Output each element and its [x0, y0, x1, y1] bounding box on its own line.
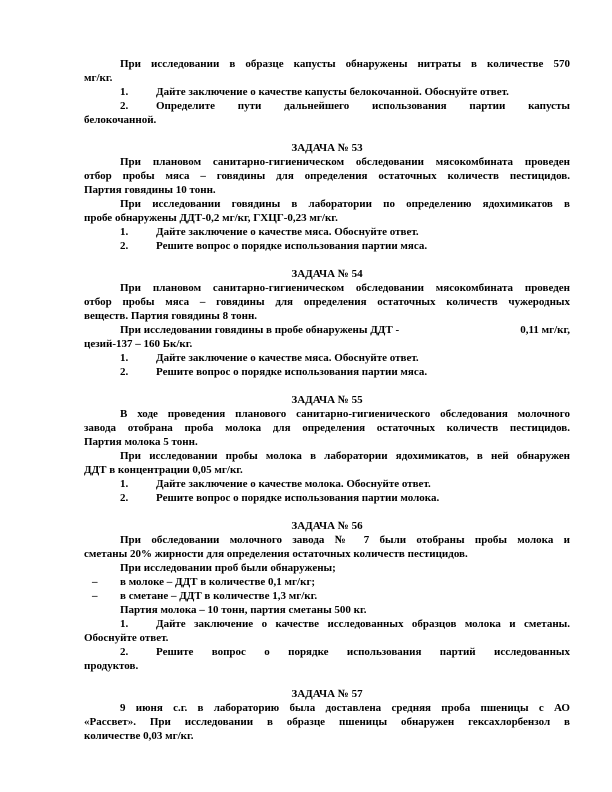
list-number: 1.	[120, 352, 129, 364]
list-number: 2.	[120, 100, 129, 112]
paragraph-line: При плановом санитарно-гигиеническом обследовании мясокомбината проведен	[120, 282, 570, 294]
paragraph-line: отбор пробы мяса – говядины для определения остаточных количеств пестицидов.	[84, 170, 570, 182]
task-title: ЗАДАЧА № 53	[291, 142, 363, 154]
paragraph-line: В ходе проведения планового санитарно-гигиенического обследования молочного	[120, 408, 570, 420]
paragraph-line: белокочанной.	[84, 114, 157, 126]
list-dash: –	[92, 576, 98, 588]
paragraph-line: ДДТ в концентрации 0,05 мг/кг.	[84, 464, 243, 476]
paragraph-line: Партия молока – 10 тонн, партия сметаны 500 кг.	[120, 604, 367, 616]
list-number: 1.	[120, 478, 129, 490]
list-number: 2.	[120, 366, 129, 378]
paragraph-line: При обследовании молочного завода № 7 были отобраны пробы молока и	[120, 534, 570, 546]
paragraph-line: завода отобрана проба молока для определения остаточных количеств пестицидов.	[84, 422, 570, 434]
list-number: 1.	[120, 618, 129, 630]
paragraph-line: При плановом санитарно-гигиеническом обследовании мясокомбината проведен	[120, 156, 570, 168]
paragraph-line	[84, 324, 570, 337]
paragraph-line: Обоснуйте ответ.	[84, 632, 169, 644]
list-number: 2.	[120, 492, 129, 504]
task-title: ЗАДАЧА № 55	[291, 394, 363, 406]
task-title: ЗАДАЧА № 56	[291, 520, 363, 532]
paragraph-line: 9 июня с.г. в лабораторию была доставлена средняя проба пшеницы с АО	[120, 702, 570, 714]
list-number: 2.	[120, 646, 129, 658]
paragraph-line: продуктов.	[84, 660, 139, 672]
paragraph-line: отбор пробы мяса – говядины для определения остаточных количеств чужеродных	[84, 296, 570, 308]
paragraph-line: пробе обнаружены ДДТ-0,2 мг/кг, ГХЦГ-0,23 мг/кг.	[84, 212, 338, 224]
list-text: Решите вопрос о порядке использования партии мяса.	[156, 240, 428, 252]
list-text: Дайте заключение о качестве мяса. Обоснуйте ответ.	[156, 226, 419, 238]
paragraph-line: При исследовании пробы молока в лаборатории ядохимикатов, в ней обнаружен	[120, 450, 570, 462]
list-text: Дайте заключение о качестве молока. Обоснуйте ответ.	[156, 478, 431, 490]
paragraph-line: При исследовании в образце капусты обнаружены нитраты в количестве 570	[120, 58, 570, 70]
list-text: в молоке – ДДТ в количестве 0,1 мг/кг;	[120, 576, 316, 588]
list-text: Определите пути дальнейшего использования партии капусты	[156, 100, 570, 112]
paragraph-line: количестве 0,03 мг/кг.	[84, 730, 194, 742]
paragraph-text: При исследовании говядины в пробе обнаружены ДДТ -	[120, 324, 400, 336]
paragraph-line: При исследовании проб были обнаружены;	[120, 562, 336, 574]
list-text: Дайте заключение о качестве исследованных образцов молока и сметаны.	[156, 618, 570, 630]
paragraph-line: цезий-137 – 160 Бк/кг.	[84, 338, 193, 350]
list-text: в сметане – ДДТ в количестве 1,3 мг/кг.	[120, 590, 318, 602]
list-text: Решите вопрос о порядке использования партии молока.	[156, 492, 440, 504]
paragraph-line: веществ. Партия говядины 8 тонн.	[84, 310, 258, 322]
paragraph-line: Партия молока 5 тонн.	[84, 436, 198, 448]
list-number: 1.	[120, 86, 129, 98]
paragraph-line: мг/кг.	[84, 72, 113, 84]
paragraph-text: 0,11 мг/кг,	[520, 324, 570, 336]
paragraph-line: сметаны 20% жирности для определения остаточных количеств пестицидов.	[84, 548, 468, 560]
list-dash: –	[92, 590, 98, 602]
list-number: 1.	[120, 226, 129, 238]
paragraph-line: «Рассвет». При исследовании в образце пшеницы обнаружен гексахлорбензол в	[84, 716, 570, 728]
list-text: Решите вопрос о порядке использования партий исследованных	[156, 646, 570, 658]
paragraph-line: Партия говядины 10 тонн.	[84, 184, 216, 196]
list-text: Дайте заключение о качестве капусты белокочанной. Обоснуйте ответ.	[156, 86, 509, 98]
task-title: ЗАДАЧА № 54	[291, 268, 363, 280]
list-number: 2.	[120, 240, 129, 252]
list-text: Решите вопрос о порядке использования партии мяса.	[156, 366, 428, 378]
list-text: Дайте заключение о качестве мяса. Обоснуйте ответ.	[156, 352, 419, 364]
task-title: ЗАДАЧА № 57	[291, 688, 363, 700]
paragraph-line: При исследовании говядины в лаборатории по определению ядохимикатов в	[120, 198, 570, 210]
